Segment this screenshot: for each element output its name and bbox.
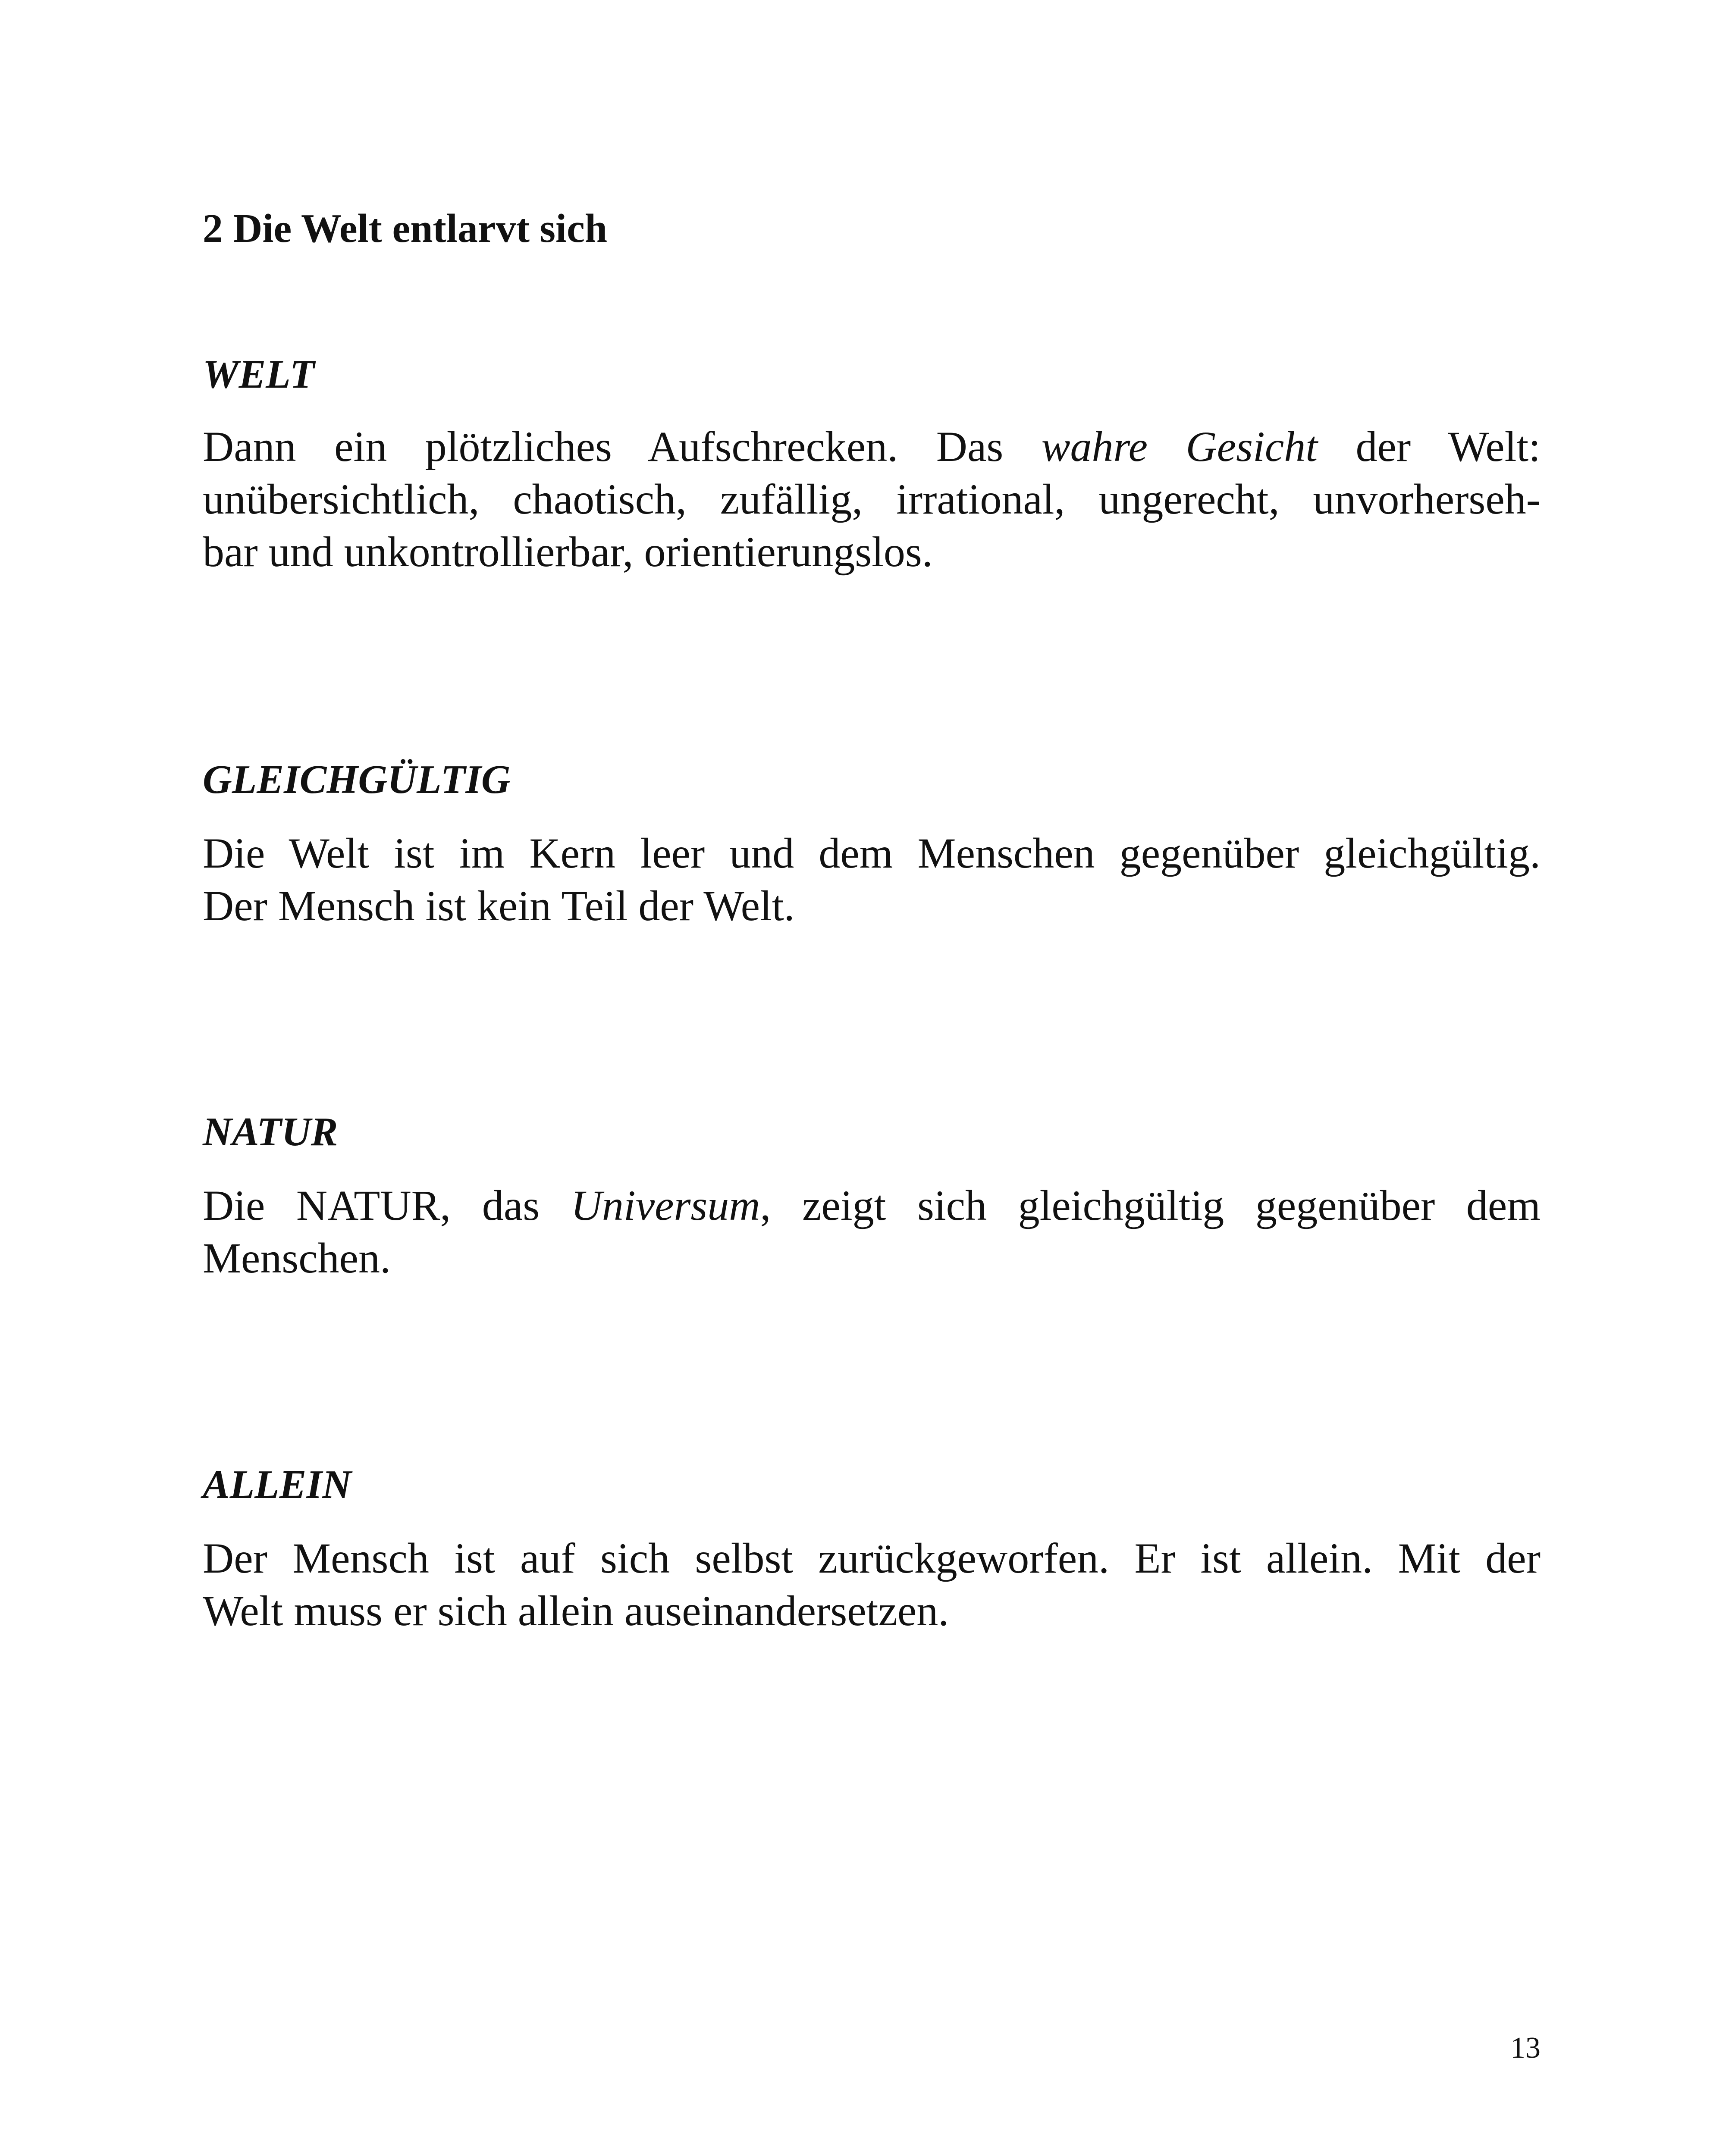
section-body-natur xyxy=(203,1179,1541,1285)
section-body-gleichgueltig xyxy=(203,827,1541,932)
emphasis-text: wahre Gesicht xyxy=(1041,423,1318,470)
body-line: bar und unkontrollierbar, orientierungslos. xyxy=(203,528,933,576)
section-heading-gleichgueltig: GLEICHGÜLTIG xyxy=(203,757,511,802)
chapter-title: 2 Die Welt entlarvt sich xyxy=(203,206,608,251)
body-line: Die Welt ist im Kern leer und dem Menschen gegenüber gleichgültig. xyxy=(203,829,1541,877)
section-body-welt xyxy=(203,420,1541,578)
body-line: Dann ein plötzliches Aufschrecken. Das wahre Gesicht der Welt: xyxy=(203,423,1541,470)
body-line: Der Mensch ist kein Teil der Welt. xyxy=(203,882,795,930)
body-line: Die NATUR, das Universum, zeigt sich gleichgültig gegenüber dem xyxy=(203,1181,1541,1229)
body-line: Welt muss er sich allein auseinandersetzen. xyxy=(203,1587,949,1635)
emphasis-text: Universum xyxy=(571,1181,760,1229)
section-heading-welt: WELT xyxy=(203,352,315,397)
section-heading-allein: ALLEIN xyxy=(203,1462,351,1507)
body-line: Der Mensch ist auf sich selbst zurückgeworfen. Er ist allein. Mit der xyxy=(203,1534,1541,1582)
section-heading-natur: NATUR xyxy=(203,1109,338,1154)
section-body-allein xyxy=(203,1532,1541,1637)
body-line: Menschen. xyxy=(203,1234,391,1282)
page-number: 13 xyxy=(1510,2031,1541,2065)
body-line: unübersichtlich, chaotisch, zufällig, irrational, ungerecht, unvorherseh- xyxy=(203,475,1541,523)
